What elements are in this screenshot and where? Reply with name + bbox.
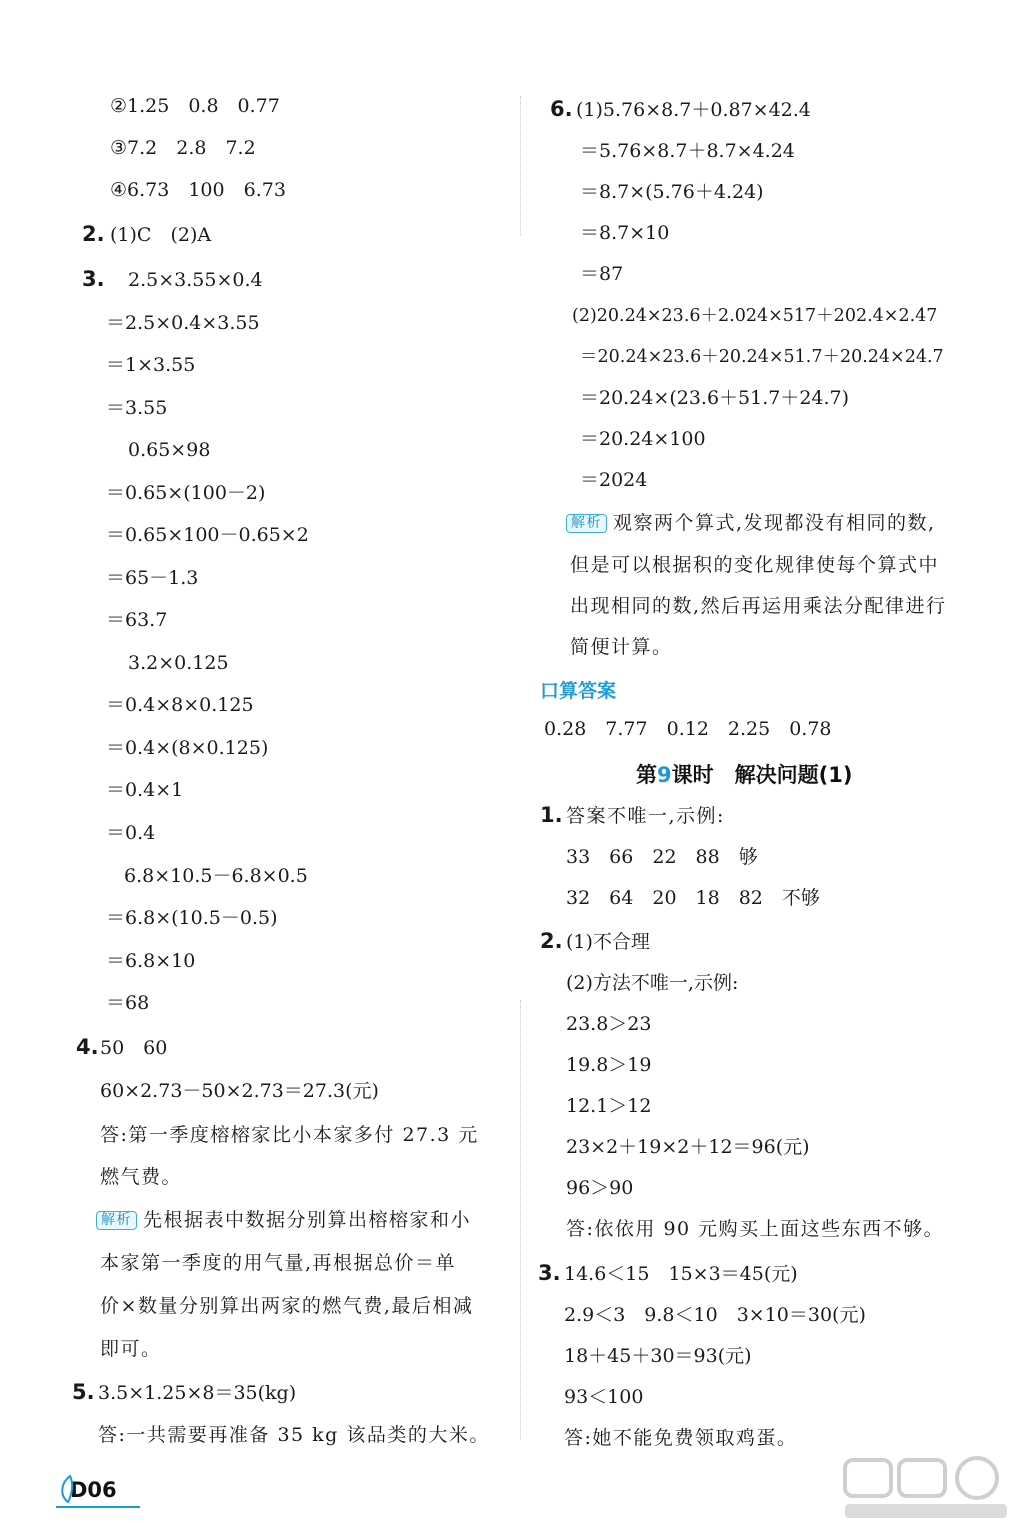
calc-line: ＝20.24×(23.6＋51.7＋24.7) — [580, 387, 850, 409]
page-number-text: D06 — [70, 1478, 117, 1502]
calc-line: 96＞90 — [566, 1177, 634, 1199]
calc-line: ＝8.7×(5.76＋4.24) — [580, 181, 764, 203]
calc-line: 12.1＞12 — [566, 1095, 652, 1117]
question-number: 4. — [76, 1035, 99, 1059]
lesson-prefix: 第 — [636, 763, 657, 787]
calc-line: 2.5×3.55×0.4 — [128, 269, 263, 291]
calc-line: ＝0.4×(8×0.125) — [106, 737, 269, 759]
calc-line: ＝0.4×1 — [106, 779, 184, 801]
question-number: 6. — [550, 97, 573, 121]
calc-line: 23.8＞23 — [566, 1013, 652, 1035]
analysis-line: 简便计算。 — [570, 636, 673, 658]
analysis-line — [566, 511, 936, 535]
calc-line: ＝5.76×8.7＋8.7×4.24 — [580, 140, 795, 162]
question-number: 3. — [82, 267, 105, 291]
answer-line: 32 64 20 18 82 不够 — [566, 887, 820, 909]
lesson-title — [636, 759, 852, 789]
calc-line: ＝0.65×100－0.65×2 — [106, 524, 309, 546]
answer-line: 33 66 22 88 够 — [566, 846, 758, 868]
calc-line: 60×2.73－50×2.73＝27.3(元) — [100, 1080, 379, 1102]
calc-line: 93＜100 — [564, 1386, 644, 1408]
calc-line: ＝20.24×23.6＋20.24×51.7＋20.24×24.7 — [580, 347, 944, 367]
page-number-underline — [56, 1506, 140, 1508]
calc-line: ＝20.24×100 — [580, 428, 706, 450]
calc-line: ＝1×3.55 — [106, 354, 196, 376]
analysis-line — [96, 1208, 471, 1232]
question-number: 1. — [540, 803, 563, 827]
analysis-line: 即可。 — [100, 1338, 162, 1360]
question-number: 2. — [540, 929, 563, 953]
calc-line: 6.8×10.5－6.8×0.5 — [124, 865, 308, 887]
calc-line: 3.2×0.125 — [128, 652, 229, 674]
column-divider — [520, 96, 521, 236]
calc-line: ＝6.8×10 — [106, 950, 196, 972]
answer-sentence: 答:依依用 90 元购买上面这些东西不够。 — [566, 1218, 945, 1240]
answer-line: 50 60 — [100, 1037, 168, 1059]
oral-calc-heading: 口算答案 — [540, 680, 617, 702]
analysis-line: 但是可以根据积的变化规律使每个算式中 — [570, 554, 940, 576]
calc-line: ＝8.7×10 — [580, 222, 670, 244]
calc-line: ＝63.7 — [106, 609, 168, 631]
calc-line: (2)20.24×23.6＋2.024×517＋202.4×2.47 — [572, 306, 938, 326]
calc-line: ＝0.65×(100－2) — [106, 482, 266, 504]
calc-line: ＝68 — [106, 992, 150, 1014]
calc-line: 19.8＞19 — [566, 1054, 652, 1076]
calc-line: 3.5×1.25×8＝35(kg) — [98, 1382, 297, 1404]
analysis-tag: 解析 — [96, 1211, 137, 1230]
analysis-line: 出现相同的数,然后再运用乘法分配律进行 — [570, 595, 947, 617]
leaf-icon — [58, 1474, 80, 1504]
answer-line: (1)不合理 — [566, 931, 650, 953]
page-number — [70, 1478, 117, 1502]
lesson-number: 9 — [657, 763, 672, 787]
calc-line: 18＋45＋30＝93(元) — [564, 1345, 752, 1367]
calc-line: ＝87 — [580, 263, 624, 285]
calc-line: ＝0.4 — [106, 822, 156, 844]
answer-line: 答案不唯一,示例: — [566, 805, 725, 827]
calc-line: 2.9＜3 9.8＜10 3×10＝30(元) — [564, 1304, 866, 1326]
analysis-tag: 解析 — [566, 514, 607, 533]
calc-line: ＝3.55 — [106, 397, 168, 419]
answer-sentence: 答:一共需要再准备 35 kg 该品类的大米。 — [98, 1424, 490, 1446]
lesson-name: 课时 解决问题(1) — [671, 763, 853, 787]
calc-line: 14.6＜15 15×3＝45(元) — [564, 1263, 798, 1285]
calc-line: 0.65×98 — [128, 439, 211, 461]
question-number: 5. — [72, 1380, 95, 1404]
analysis-line: 本家第一季度的用气量,再根据总价＝单 — [100, 1252, 457, 1274]
analysis-text: 先根据表中数据分别算出榕榕家和小 — [143, 1209, 472, 1231]
answer-line: ④6.73 100 6.73 — [110, 179, 286, 201]
answer-sentence: 燃气费。 — [100, 1166, 183, 1188]
analysis-text: 观察两个算式,发现都没有相同的数, — [613, 512, 936, 534]
question-number: 3. — [538, 1261, 561, 1285]
calc-line: ＝2.5×0.4×3.55 — [106, 312, 260, 334]
calc-line: ＝0.4×8×0.125 — [106, 694, 254, 716]
calc-line: ＝65－1.3 — [106, 567, 199, 589]
column-divider — [520, 1000, 521, 1440]
calc-line: ＝2024 — [580, 469, 648, 491]
analysis-line: 价×数量分别算出两家的燃气费,最后相减 — [100, 1295, 474, 1317]
answer-line: ②1.25 0.8 0.77 — [110, 95, 280, 117]
answer-sentence: 答:第一季度榕榕家比小本家多付 27.3 元 — [100, 1124, 479, 1146]
answer-line: (1)C (2)A — [110, 224, 212, 246]
oral-calc-answers: 0.28 7.77 0.12 2.25 0.78 — [544, 718, 832, 740]
calc-line: 23×2＋19×2＋12＝96(元) — [566, 1136, 810, 1158]
question-number: 2. — [82, 222, 105, 246]
answer-line: ③7.2 2.8 7.2 — [110, 137, 256, 159]
calc-line: ＝6.8×(10.5－0.5) — [106, 907, 278, 929]
answer-sentence: 答:她不能免费领取鸡蛋。 — [564, 1427, 798, 1449]
watermark-logo — [841, 1454, 1011, 1524]
calc-line: (1)5.76×8.7＋0.87×42.4 — [576, 99, 811, 121]
answer-line: (2)方法不唯一,示例: — [566, 972, 739, 994]
